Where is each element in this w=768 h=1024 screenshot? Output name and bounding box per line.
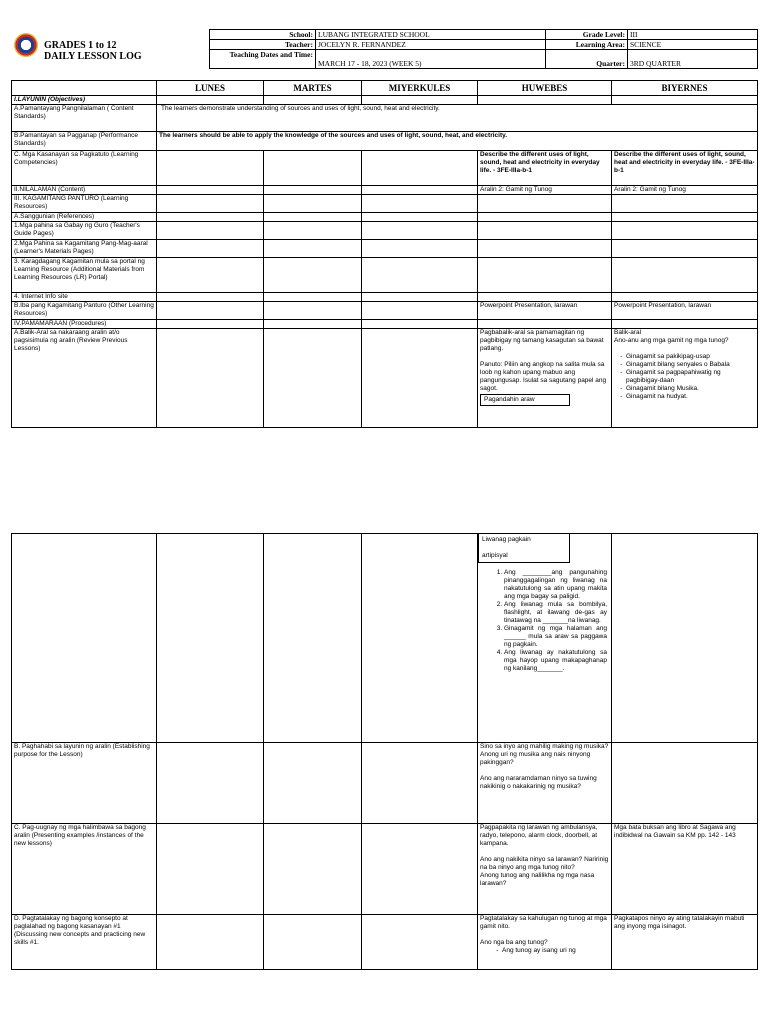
grade-value: III [628, 30, 758, 40]
review-thu-intro: Pagbabalik-aral sa pamamagitan ng pagbibigay ng tamang kasagutan sa bawat patlang. [480, 329, 604, 352]
content-thu: Aralin 2: Gamit ng Tunog [478, 186, 612, 195]
school-label: School: [210, 30, 316, 40]
days-header-row [12, 81, 758, 96]
quarter-label: Quarter: [546, 50, 628, 69]
school-value: LUBANG INTEGRATED SCHOOL [316, 30, 546, 40]
other-resources-thu: Powerpoint Presentation, larawan [478, 302, 612, 320]
dates-value: MARCH 17 - 18, 2023 (WEEK 5) [316, 50, 546, 69]
purpose-question: Anong uri ng musika ang nais ninyong pakinggan? [480, 751, 591, 766]
performance-standards-label: B.Pamantayan sa Pagganap (Performance Standards) [12, 132, 157, 151]
title-line1: GRADES 1 to 12 [44, 40, 117, 51]
list-item: 2. Ang liwanag mula sa bombilya, flashlight, at ilawang de-gas ay tinatawag na _______na liwanag. [504, 601, 607, 625]
examples-text: Anong tunog ang nalilikha ng mga nasa larawan? [480, 872, 595, 887]
discussion-text: Ano nga ba ang tunog? [480, 939, 548, 946]
list-item: - Ginagamit sa pagpapahiwatig ng pagbibigay-daan [626, 369, 755, 385]
review-fri-question: Ano-anu ang mga gamit ng mga tunog? [614, 337, 729, 344]
review-label: A.Balik-Aral sa nakaraang aralin at/o pagsisimula ng aralin (Review Previous Lessons) [12, 329, 157, 428]
procedures-label: IV.PAMAMARAAN (Procedures) [12, 320, 157, 329]
review-thu [478, 329, 612, 428]
grade-label: Grade Level: [546, 30, 628, 40]
examples-text: Pagpapakita ng larawan ng ambulansya, radyo, telepono, alarm clock, doorbell, at kampana. [480, 824, 598, 847]
list-item: - Ginagamit bilang Musika. [626, 385, 755, 393]
learner-materials-label: 2.Mga Pahina sa Kagamitang Pang-Mag-aaral (Learner's Materials Pages) [12, 240, 157, 258]
resources-label: III. KAGAMITANG PANTURO (Learning Resources) [12, 195, 157, 213]
lesson-table-page2 [11, 533, 758, 970]
deped-seal-icon [14, 33, 38, 57]
references-label: A.Sanggunian (References) [12, 213, 157, 222]
discussion-label: D. Pagtatalakay ng bagong konsepto at paglalahad ng bagong kasanayan #1 (Discussing new concepts and practicing new skills #1. [12, 915, 157, 970]
section-layunin: I.LAYUNIN (Objectives) [12, 96, 157, 105]
list-item: 4. Ang liwanag ay nakatutulong sa mga hayop upang makapaghanap ng kanilang_______. [504, 649, 607, 673]
word-box: Pagandahin araw [480, 394, 570, 406]
review-fri [612, 329, 758, 428]
lesson-table-page1 [11, 80, 758, 428]
discussion-text: Pagtatalakay sa kahulugan ng tunog at mga gamit nito. [480, 915, 607, 930]
content-standards-label: A.Pamantayang Pangnilalaman ( Content Standards) [12, 105, 157, 132]
day-header: HUWEBES [478, 81, 612, 96]
area-value: SCIENCE [628, 40, 758, 50]
list-item: - Ginagamit bilang senyales o Babala [626, 361, 755, 369]
internet-label: 4. Internet Info site [12, 293, 157, 302]
competencies-label: C. Mga Kasanayan sa Pagkatuto (Learning Competencies) [12, 151, 157, 186]
discussion-thu [478, 915, 612, 970]
area-label: Learning Area: [546, 40, 628, 50]
content-standards-value: The learners demonstrate understanding of sources and uses of light, sound, heat and electricity. [157, 105, 758, 132]
teacher-value: JOCELYN R. FERNANDEZ [316, 40, 546, 50]
other-resources-label: B.Iba pang Kagamitang Panturo (Other Learning Resources) [12, 302, 157, 320]
performance-standards-value: The learners should be able to apply the knowledge of the sources and uses of light, sound, heat, and electricity. [157, 132, 758, 151]
competency-fri: Describe the different uses of light, sound, heat and electricity in everyday life. - 3FE-IIIa-b-1 [612, 151, 758, 186]
examples-thu [478, 824, 612, 915]
review-thu-instructions: Panuto: Piliin ang angkop na salita mula sa loob ng kahon upang mabuo ang pangungusap. Isulat sa sagutang papel ang sagot. [480, 361, 607, 392]
title-line2: DAILY LESSON LOG [44, 51, 142, 62]
document-title [44, 40, 142, 62]
dates-label: Teaching Dates and Time: [210, 50, 316, 69]
list-item: - Ginagamit na hudyat. [626, 393, 755, 401]
other-resources-fri: Powerpoint Presentation, larawan [612, 302, 758, 320]
day-header: LUNES [157, 81, 264, 96]
review-thu-continued [478, 534, 612, 743]
examples-text: Ano ang nakikita ninyo sa larawan? Naririnig na ba ninyo ang mga tunog nito? [480, 856, 609, 871]
day-header: MARTES [264, 81, 362, 96]
content-fri: Aralin 2: Gamit ng Tunog [612, 186, 758, 195]
day-header: BIYERNES [612, 81, 758, 96]
word-box-line2: artipisyal [482, 552, 508, 559]
corner-cell [12, 81, 157, 96]
examples-fri: Mga bata buksan ang libro at Sagawa ang indibidwal na Gawain sa KM pp. 142 - 143 [612, 824, 758, 915]
word-box-line1: Liwanag pagkain [482, 536, 531, 543]
additional-materials-label: 3. Karagdagang Kagamitan mula sa portal ng Learning Resource (Additional Materials from Learning Resources (LR) Portal) [12, 258, 157, 293]
examples-label: C. Pag-uugnay ng mga halimbawa sa bagong aralin (Presenting examples /instances of the new lessons) [12, 824, 157, 915]
list-item: - Ginagamit sa pakikipag-usap [626, 353, 755, 361]
list-item: 1. Ang ________ang pangunahing pinanggagalingan ng liwanag na nakatutulong sa atin upang makita ang mga bagay sa paligid. [504, 569, 607, 601]
day-header: MIYERKULES [362, 81, 478, 96]
teacher-label: Teacher: [210, 40, 316, 50]
purpose-question: Ano ang nararamdaman ninyo sa tuwing nakikinig o nakakarinig ng musika? [480, 775, 597, 790]
teacher-guide-label: 1.Mga pahina sa Gabay ng Guro (Teacher's Guide Pages) [12, 222, 157, 240]
review-fri-title: Balik-aral [614, 329, 642, 336]
word-box-continued [478, 534, 570, 563]
list-item: - Ang tunog ay isang uri ng [502, 947, 609, 955]
content-label: II.NILALAMAN (Content) [12, 186, 157, 195]
purpose-question: Sino sa inyo ang mahilig making ng musika? [480, 743, 609, 750]
purpose-label: B. Paghahabi sa layunin ng aralin (Establishing purpose for the Lesson) [12, 743, 157, 824]
competency-thu: Describe the different uses of light, sound, heat and electricity in everyday life. - 3FE-IIIa-b-1 [478, 151, 612, 186]
purpose-thu [478, 743, 612, 824]
list-item: 3. Ginagamit ng mga halaman ang ______ mula sa araw sa paggawa ng pagkain. [504, 625, 607, 649]
quarter-value: 3RD QUARTER [628, 50, 758, 69]
discussion-fri: Pagkatapos ninyo ay ating tatalakayin mabuti ang inyong mga isinagot. [612, 915, 758, 970]
header-info-table [209, 29, 758, 69]
